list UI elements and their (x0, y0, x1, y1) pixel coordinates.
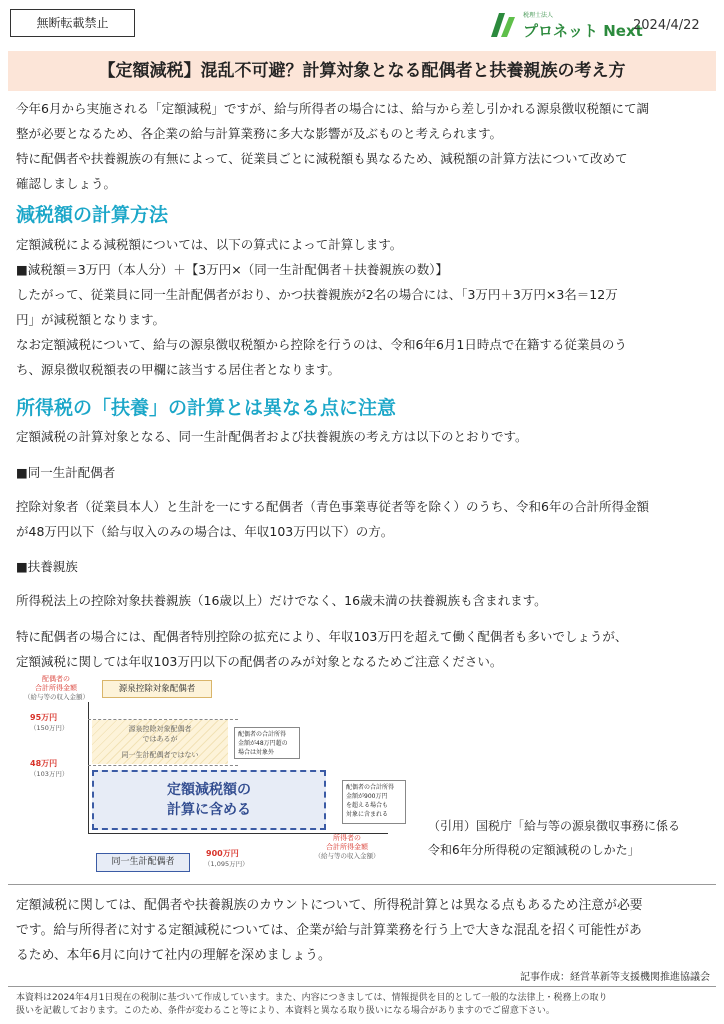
body-line: 定額減税に関しては年収103万円以下の配偶者のみが対象となるためご注意ください。 (16, 654, 503, 669)
callout-line: を超える場合も (346, 802, 389, 809)
x-axis-title-line: 所得者の (333, 834, 361, 842)
hatched-line: 同一生計配偶者ではない (121, 751, 199, 759)
included-region-box (92, 770, 326, 830)
section-heading-dependents: 所得税の「扶養」の計算とは異なる点に注意 (16, 397, 397, 419)
y-tick-95: 95万円 (30, 713, 58, 722)
citation (428, 814, 680, 862)
dependents-definition: 所得税法上の控除対象扶養親族（16歳以上）だけでなく、16歳未満の扶養親族も含まれます。 (16, 593, 547, 608)
y-axis-title (24, 675, 88, 702)
citation-line: 令和6年分所得税の定額減税のしかた」 (428, 843, 640, 857)
included-line: 定額減税額の (167, 782, 251, 798)
body-line: 円」が減税額となります。 (16, 312, 166, 327)
logo-icon (487, 9, 519, 41)
y-axis-title-line: 配偶者の (42, 675, 70, 683)
formula-line: ■減税額＝3万円（本人分）＋【3万円×（同一生計配偶者＋扶養親族の数）】 (16, 262, 448, 277)
intro-line: 特に配偶者や扶養親族の有無によって、従業員ごとに減税額も異なるため、減税額の計算方法について改めて (16, 151, 628, 166)
intro-line: 整が必要となるため、各企業の給与計算業務に多大な影響が及ぶものと考えられます。 (16, 126, 503, 141)
citation-line: （引用）国税庁「給与等の源泉徴収事務に係る (428, 819, 681, 833)
body-line: なお定額減税について、給与の源泉徴収税額から控除を行うのは、令和6年6月1日時点で在籍する従業員のう (16, 337, 627, 352)
body-line: が48万円以下（給与収入のみの場合は、年収103万円以下）の方。 (16, 524, 394, 539)
intro-paragraph (16, 96, 710, 196)
page-title: 【定額減税】混乱不可避？計算対象となる配偶者と扶養親族の考え方 (8, 51, 716, 91)
disclaimer-line: 本資料は2024年4月1日現在の税制に基づいて作成しています。また、内容につきましては、情報提供を目的として一般的な法律上・税務上の取り (16, 993, 608, 1003)
subheading-dependents: ■扶養親族 (16, 559, 78, 574)
body-line: です。給与所得者に対する定額減税については、企業が給与計算業務を行う上で大きな混乱を招く可能性があ (16, 923, 642, 938)
body-line: ち、源泉徴収税額表の甲欄に該当する居住者となります。 (16, 362, 341, 377)
intro-line: 確認しましょう。 (16, 176, 117, 191)
subheading-spouse: ■同一生計配偶者 (16, 465, 116, 480)
hatched-region (92, 720, 228, 764)
conclusion-paragraph (16, 893, 710, 968)
y-tick-48: 48万円 (30, 759, 58, 768)
disclaimer (16, 992, 710, 1018)
callout-line: 金額が48万円超の (238, 740, 288, 747)
section-heading-calculation: 減税額の計算方法 (16, 204, 169, 226)
x-axis-title (310, 834, 384, 861)
divider (8, 884, 716, 885)
callout-line: 配偶者の合計所得 (346, 784, 395, 791)
y-tick-48-sub: （103万円） (30, 770, 69, 778)
intro-line: 今年6月から実施される「定額減税」ですが、給与所得者の場合には、給与から差し引かれる源泉徴収税額にて調 (16, 101, 649, 116)
no-reproduction-notice: 無断転載禁止 (10, 9, 135, 37)
spouse-diagram (14, 672, 414, 878)
x-tick-900: 900万円 (206, 849, 239, 858)
article-author: 記事作成：経営革新等支援機関推進協議会 (520, 972, 710, 983)
body-line: 定額減税に関しては、配偶者や扶養親族のカウントについて、所得税計算とは異なる点もあるため注意が必要 (16, 898, 643, 913)
callout-line: 金額が900万円 (346, 793, 388, 800)
body-line: 定額減税による減税額については、以下の算式によって計算します。 (16, 237, 403, 252)
callout-line: 場合は対象外 (238, 749, 275, 756)
body-line: 控除対象者（従業員本人）と生計を一にする配偶者（青色事業専従者等を除く）のうち、令和6年の合計所得金額 (16, 499, 649, 514)
section2-lead: 定額減税の計算対象となる、同一生計配偶者および扶養親族の考え方は以下のとおりです。 (16, 429, 528, 444)
divider (8, 986, 716, 987)
same-household-spouse-label: 同一生計配偶者 (96, 853, 190, 872)
body-line: るため、本年6月に向けて社内の理解を深めましょう。 (16, 948, 331, 963)
callout-over-48 (234, 727, 300, 759)
logo-subtitle: 税理士法人 (523, 12, 554, 19)
hatched-line: ではあるが (142, 735, 178, 743)
y-tick-95-sub: （150万円） (30, 724, 69, 732)
x-axis-title-line: （給与等の収入金額） (314, 852, 380, 860)
spouse-caution (16, 624, 710, 674)
logo-name: プロネット Next (523, 22, 643, 40)
company-logo (487, 8, 643, 42)
spouse-definition (16, 494, 710, 544)
publish-date: 2024/4/22 (633, 18, 700, 33)
body-line: したがって、従業員に同一生計配偶者がおり、かつ扶養親族が2名の場合には、「3万円＋3万円×3名＝12万 (16, 287, 618, 302)
included-line: 計算に含める (167, 802, 251, 818)
body-line: 特に配偶者の場合には、配偶者特別控除の拡充により、年収103万円を超えて働く配偶者も多いでしょうが、 (16, 629, 628, 644)
callout-line: 配偶者の合計所得 (238, 731, 287, 738)
x-tick-900-sub: （1,095万円） (204, 860, 249, 868)
withholding-spouse-label: 源泉控除対象配偶者 (102, 680, 212, 698)
callout-over-900 (342, 780, 406, 824)
gridline-48 (88, 765, 238, 766)
y-axis-title-line: （給与等の収入金額） (24, 693, 89, 701)
x-axis-title-line: 合計所得金額 (326, 843, 368, 851)
disclaimer-line: 扱いを記載しております。このため、条件が変わること等により、本資料と異なる取り扱いになる場合がありますのでご留意下さい。 (16, 1006, 555, 1016)
y-axis-title-line: 合計所得金額 (35, 684, 77, 692)
hatched-line: 源泉控除対象配偶者 (128, 725, 192, 733)
callout-line: 対象に含まれる (346, 811, 389, 818)
y-axis-line (88, 702, 89, 834)
section1-body (16, 232, 710, 382)
